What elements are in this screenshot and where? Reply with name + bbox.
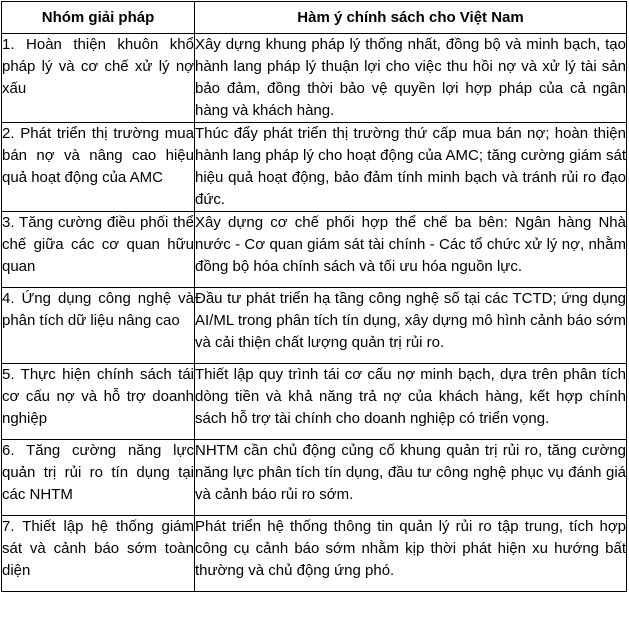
table-row — [2, 34, 627, 123]
policy-implication-cell: Thiết lập quy trình tái cơ cấu nợ minh bạch, dựa trên phân tích dòng tiền và khả năng trả nợ của khách hàng, kết hợp chính sách hỗ trợ tài chính cho doanh nghiệp có triển vọng. — [195, 364, 627, 440]
table-row — [2, 364, 627, 440]
header-solution-group: Nhóm giải pháp — [2, 2, 195, 34]
policy-implication-cell: NHTM cần chủ động củng cố khung quản trị rủi ro, tăng cường năng lực phân tích tín dụng, đầu tư công nghệ phục vụ đánh giá và cảnh báo rủi ro sớm. — [195, 440, 627, 516]
policy-implication-cell: Thúc đẩy phát triển thị trường thứ cấp mua bán nợ; hoàn thiện hành lang pháp lý cho hoạt động của AMC; tăng cường giám sát hiệu quả hoạt động, bảo đảm tính minh bạch và tránh rủi ro đạo đức. — [195, 123, 627, 212]
table-row — [2, 288, 627, 364]
table-body — [2, 34, 627, 592]
policy-implication-cell: Xây dựng cơ chế phối hợp thể chế ba bên: Ngân hàng Nhà nước - Cơ quan giám sát tài chính - Các tổ chức xử lý nợ, nhằm đồng bộ hóa chính sách và tối ưu hóa nguồn lực. — [195, 212, 627, 288]
solution-group-cell: 3. Tăng cường điều phối thể chế giữa các cơ quan hữu quan — [2, 212, 195, 288]
solution-group-cell: 5. Thực hiện chính sách tái cơ cấu nợ và hỗ trợ doanh nghiệp — [2, 364, 195, 440]
policy-implication-cell: Phát triển hệ thống thông tin quản lý rủi ro tập trung, tích hợp công cụ cảnh báo sớm nhằm kịp thời phát hiện xu hướng bất thường và chủ động ứng phó. — [195, 516, 627, 592]
header-policy-implications: Hàm ý chính sách cho Việt Nam — [195, 2, 627, 34]
header-row — [2, 2, 627, 34]
table-row — [2, 440, 627, 516]
policy-table — [1, 1, 627, 592]
solution-group-cell: 1. Hoàn thiện khuôn khổ pháp lý và cơ chế xử lý nợ xấu — [2, 34, 195, 123]
table-row — [2, 516, 627, 592]
policy-implication-cell: Xây dựng khung pháp lý thống nhất, đồng bộ và minh bạch, tạo hành lang pháp lý thuận lợi cho việc thu hồi nợ và xử lý tài sản bảo đảm, đồng thời bảo vệ quyền lợi hợp pháp của cả ngân hàng và khách hàng. — [195, 34, 627, 123]
policy-implication-cell: Đầu tư phát triển hạ tầng công nghệ số tại các TCTD; ứng dụng AI/ML trong phân tích tín dụng, xây dựng mô hình cảnh báo sớm và cải thiện chất lượng quản trị rủi ro. — [195, 288, 627, 364]
table-row — [2, 123, 627, 212]
solution-group-cell: 6. Tăng cường năng lực quản trị rủi ro tín dụng tại các NHTM — [2, 440, 195, 516]
solution-group-cell: 7. Thiết lập hệ thống giám sát và cảnh báo sớm toàn diện — [2, 516, 195, 592]
table-row — [2, 212, 627, 288]
solution-group-cell: 2. Phát triển thị trường mua bán nợ và nâng cao hiệu quả hoạt động của AMC — [2, 123, 195, 212]
solution-group-cell: 4. Ứng dụng công nghệ và phân tích dữ liệu nâng cao — [2, 288, 195, 364]
table-header — [2, 2, 627, 34]
